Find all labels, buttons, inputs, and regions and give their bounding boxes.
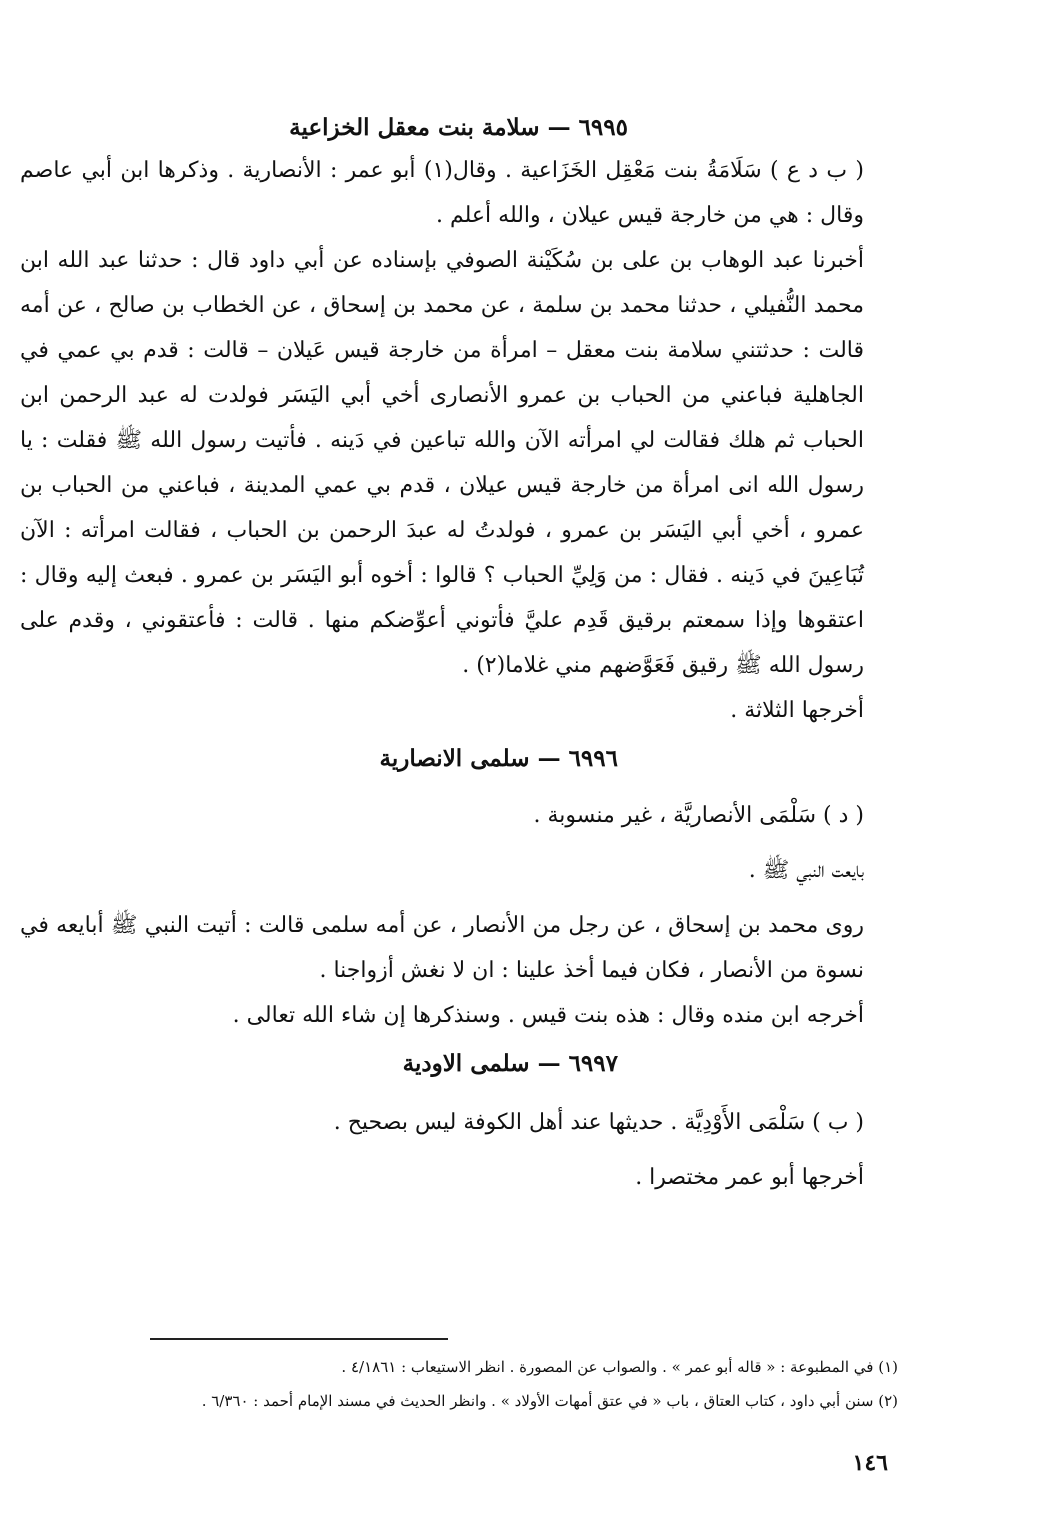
entry-6995-intro: ( ب د ع ) سَلَامَةُ بنت مَعْقِل الخَزَاعية . وقال(١) أبو عمر : الأنصارية . وذكرها ابن أبي عاصم وقال : هي من خارجة قيس عيلان ، والله أعلم .: [20, 158, 864, 228]
entry-6996-sources: أخرجه ابن منده وقال : هذه بنت قيس . وسنذكرها إن شاء الله تعالى .: [232, 1003, 864, 1028]
footnote-divider: [150, 1338, 448, 1340]
entry-6995-hadith: أخبرنا عبد الوهاب بن على بن سُكَيْنة الصوفي بإسناده عن أبي داود قال : حدثنا عبد الله ابن محمد النُّفيلي ، حدثنا محمد بن سلمة ، عن محمد بن إسحاق ، عن الخطاب بن صالح ، عن أمه قالت : حدثتني سلامة بنت معقل – امرأة من خارجة قيس عَيلان – قالت : قدم بي عمي في الجاهلية فباعني من الحباب بن عمرو الأنصارى أخي أبي اليَسَر فولدت له عبد الرحمن ابن الحباب ثم هلك فقالت لي امرأته الآن والله تباعين في دَينه . فأتيت رسول الله ﷺ فقلت : يا رسول الله انى امرأة من خارجة قيس عيلان ، قدم بي عمي المدينة ، فباعني من الحباب بن عمرو ، أخي أبي اليَسَر بن عمرو ، فولدتُ له عبدَ الرحمن بن الحباب ، فقالت امرأته : الآن تُبَاعِينَ في دَينه . فقال : من وَلِيِّ الحباب ؟ قالوا : أخوه أبو اليَسَر بن عمرو . فبعث إليه وقال : اعتقوها وإذا سمعتم برقيق قَدِم عليَّ فأتوني أعوِّضكم منها . قالت : فأعتقوني ، وقدم على رسول الله ﷺ رقيق فَعَوَّضهم مني غلاما(٢) .: [20, 248, 865, 678]
entry-6997-sources: أخرجها أبو عمر مختصرا .: [635, 1165, 864, 1190]
entry-heading-6995: ٦٩٩٥ — سلامة بنت معقل الخزاعية: [289, 114, 628, 141]
entry-6996-bayaa: بايعت النبي ﷺ .: [748, 858, 864, 883]
entry-6995-sources: أخرجها الثلاثة .: [730, 698, 864, 723]
entry-6996-intro: ( د ) سَلْمَى الأنصاريَّة ، غير منسوبة .: [533, 803, 864, 828]
footnotes: [20, 1350, 898, 1418]
entry-6997-intro: ( ب ) سَلْمَى الأَوْدِيَّة . حديثها عند أهل الكوفة ليس بصحيح .: [333, 1110, 864, 1135]
page-number: ١٤٦: [852, 1450, 888, 1476]
entry-6996-narration: روى محمد بن إسحاق ، عن رجل من الأنصار ، عن أمه سلمى قالت : أتيت النبي ﷺ أبايعه في نسوة من الأنصار ، فكان فيما أخذ علينا : ان لا نغش أزواجنا .: [20, 913, 864, 983]
footnote-2: (٢) سنن أبي داود ، كتاب العتاق ، باب « في عتق أمهات الأولاد » . وانظر الحديث في مسند الإمام أحمد : ٦/٣٦٠ .: [201, 1392, 898, 1410]
entry-heading-6997: ٦٩٩٧ — سلمى الاودية: [402, 1050, 618, 1077]
footnote-1: (١) في المطبوعة : « قاله أبو عمر » . والصواب عن المصورة . انظر الاستيعاب : ٤/١٨٦١ .: [341, 1358, 898, 1376]
entry-heading-6996: ٦٩٩٦ — سلمى الانصارية: [379, 745, 618, 772]
